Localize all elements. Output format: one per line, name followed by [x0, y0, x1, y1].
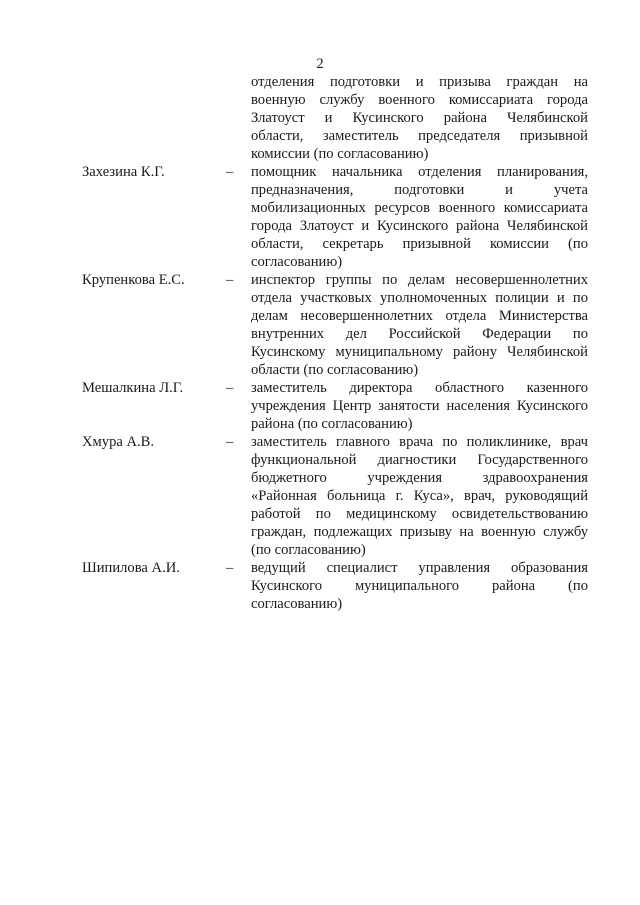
member-position [251, 271, 588, 379]
text-line: Кусинского муниципального района (по [251, 578, 588, 594]
member-position [251, 379, 588, 433]
page-number: 2 [316, 56, 324, 72]
text-line: граждан, подлежащих призыву на военную службу [251, 524, 588, 540]
continuation-text [251, 73, 588, 163]
text-line: отдела участковых уполномоченных полиции и по [251, 290, 588, 306]
text-line: согласованию) [251, 596, 343, 612]
member-name: Мешалкина Л.Г. [82, 380, 184, 396]
text-line: учреждения Центр занятости населения Кусинского [251, 398, 588, 414]
text-line: области, заместитель председателя призывной [251, 128, 588, 144]
text-line: делам несовершеннолетних отдела Министерства [251, 308, 588, 324]
text-line: отделения подготовки и призыва граждан на [251, 74, 588, 90]
text-line: «Районная больница г. Куса», врач, руководящий [251, 488, 588, 504]
text-line: военную службу военного комиссариата города [251, 92, 588, 108]
roster-entry [0, 163, 640, 271]
member-position [251, 163, 588, 271]
dash-separator: – [226, 380, 234, 396]
roster-entry [0, 271, 640, 379]
text-line: заместитель директора областного казенного [251, 380, 588, 396]
text-line: предназначения, подготовки и учета [251, 182, 588, 198]
text-line: заместитель главного врача по поликлинике, врач [251, 434, 588, 450]
text-line: комиссии (по согласованию) [251, 146, 429, 162]
text-line: города Златоуст и Кусинского района Челябинской [251, 218, 588, 234]
dash-separator: – [226, 434, 234, 450]
text-line: внутренних дел Российской Федерации по [251, 326, 588, 342]
member-position [251, 433, 588, 559]
text-line: района (по согласованию) [251, 416, 413, 432]
text-line: работой по медицинскому освидетельствованию [251, 506, 588, 522]
dash-separator: – [226, 560, 234, 576]
text-line: Златоуст и Кусинского района Челябинской [251, 110, 588, 126]
commission-roster [0, 163, 640, 613]
text-line: ведущий специалист управления образования [251, 560, 588, 576]
member-name: Хмура А.В. [82, 434, 155, 450]
text-line: инспектор группы по делам несовершеннолетних [251, 272, 588, 288]
roster-entry [0, 433, 640, 559]
roster-entry [0, 559, 640, 613]
member-name: Крупенкова Е.С. [82, 272, 185, 288]
text-line: (по согласованию) [251, 542, 366, 558]
text-line: согласованию) [251, 254, 343, 270]
member-position [251, 559, 588, 613]
roster-entry [0, 379, 640, 433]
text-line: области, секретарь призывной комиссии (по [251, 236, 588, 252]
text-line: области (по согласованию) [251, 362, 419, 378]
text-line: мобилизационных ресурсов военного комиссариата [251, 200, 588, 216]
dash-separator: – [226, 164, 234, 180]
text-line: функциональной диагностики Государственного [251, 452, 588, 468]
text-line: помощник начальника отделения планирования, [251, 164, 588, 180]
dash-separator: – [226, 272, 234, 288]
text-line: бюджетного учреждения здравоохранения [251, 470, 588, 486]
member-name: Шипилова А.И. [82, 560, 180, 576]
text-line: Кусинскому муниципальному району Челябинской [251, 344, 588, 360]
member-name: Захезина К.Г. [82, 164, 165, 180]
